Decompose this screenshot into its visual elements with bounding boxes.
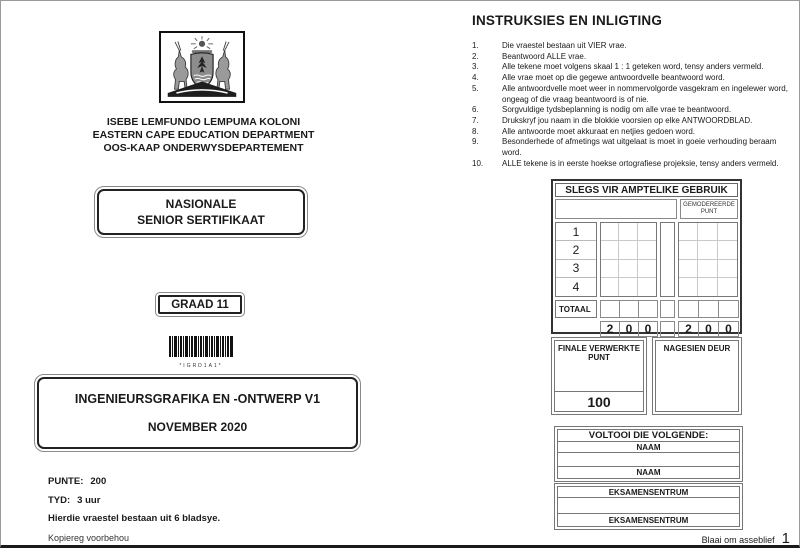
department-line-xhosa: ISEBE LEMFUNDO LEMPUMA KOLONI xyxy=(106,116,301,128)
department-name xyxy=(61,116,346,155)
barcode-icon xyxy=(169,336,233,357)
question-number: 4 xyxy=(572,279,580,294)
instruction-item: 9. Besonderhede of afmetings wat uitgelaat is moet in goeie verhouding beraam word. xyxy=(472,137,777,158)
marks-value: 200 xyxy=(90,476,107,487)
official-use-table xyxy=(551,179,742,334)
question-number-column xyxy=(555,222,597,297)
page-number: 1 xyxy=(781,530,790,547)
question-number: 2 xyxy=(556,241,596,259)
checked-by-box xyxy=(652,337,742,415)
max-mark-digit: 2 xyxy=(600,321,620,337)
total-label: TOTAAL xyxy=(555,300,597,318)
exam-centre-box xyxy=(554,483,743,530)
moderated-max-digit: 0 xyxy=(718,321,739,337)
max-mark-digit: 0 xyxy=(638,321,658,337)
paper-title: INGENIEURSGRAFIKA EN -ONTWERP V1 xyxy=(74,392,321,406)
centre-entry-area xyxy=(558,498,739,514)
marks-row xyxy=(48,473,348,492)
moderated-mark-label: GEMODEREERDE PUNT xyxy=(680,199,738,219)
marks-entry-blank-cell xyxy=(555,199,677,219)
separator-cell xyxy=(660,300,675,318)
final-mark-value: 100 xyxy=(555,391,643,411)
official-use-title: SLEGS VIR AMPTELIKE GEBRUIK xyxy=(555,183,738,197)
moderated-max-cells xyxy=(678,321,738,337)
instruction-item: 5. Alle antwoordvelle moet weer in nommervolgorde vasgekram en ingelewer word, ongeag of die vraag beantwoord is of nie. xyxy=(472,83,788,104)
max-marks-cells xyxy=(600,321,657,337)
separator-cell xyxy=(660,321,675,337)
complete-following-box xyxy=(554,426,743,482)
marks-label: PUNTE: xyxy=(48,476,84,487)
coat-of-arms-box xyxy=(159,31,245,103)
question-number: 3 xyxy=(556,260,596,278)
certificate-line1: NASIONALE xyxy=(165,197,237,211)
instructions-title: INSTRUKSIES EN INLIGTING xyxy=(472,13,663,28)
name-entry-area xyxy=(558,453,739,467)
grade-box xyxy=(155,292,245,317)
paper-date: NOVEMBER 2020 xyxy=(147,420,248,434)
checked-by-label: NAGESIEN DEUR xyxy=(663,344,731,353)
moderated-max-digit: 2 xyxy=(678,321,699,337)
name-label-top: NAAM xyxy=(558,442,739,453)
instruction-item: 4. Alle vrae moet op die gegewe antwoordvelle beantwoord word. xyxy=(472,73,725,83)
exam-info xyxy=(48,473,348,547)
final-mark-label: FINALE VERWERKTE PUNT xyxy=(557,344,641,362)
name-label-bottom: NAAM xyxy=(636,468,661,477)
instruction-item: 1. Die vraestel bestaan uit VIER vrae. xyxy=(472,41,627,50)
total-marks-cells xyxy=(600,300,657,318)
department-line-afrikaans: OOS-KAAP ONDERWYSDEPARTEMENT xyxy=(103,142,304,154)
page-footer xyxy=(702,531,790,546)
time-value: 3 uur xyxy=(77,494,101,506)
pages-note: Hierdie vraestel bestaan uit 6 bladsye. xyxy=(48,513,221,524)
total-moderated-cells xyxy=(678,300,738,318)
barcode xyxy=(164,336,238,369)
centre-label-top: EKSAMENSENTRUM xyxy=(558,487,739,498)
department-line-english: EASTERN CAPE EDUCATION DEPARTMENT xyxy=(92,129,315,141)
separator-column xyxy=(660,222,675,297)
grade-label: GRAAD 11 xyxy=(171,298,229,311)
final-mark-box xyxy=(551,337,647,415)
instruction-item: 3. Alle tekene moet volgens skaal 1 : 1 geteken word, tensy anders vermeld. xyxy=(472,62,764,72)
marks-grid xyxy=(600,222,657,297)
time-row xyxy=(48,492,348,511)
instruction-item: 8. Alle antwoorde moet akkuraat en netjies gedoen word. xyxy=(472,126,696,136)
instruction-item: 6. Sorgvuldige tydsbeplanning is nodig om alle vrae te beantwoord. xyxy=(472,105,732,115)
barcode-code: *IGRD1A1* xyxy=(179,363,223,369)
question-number: 1 xyxy=(556,223,596,241)
copyright-note: Kopiereg voorbehou xyxy=(48,532,130,543)
time-label: TYD: xyxy=(48,494,71,506)
instruction-item: 10. ALLE tekene is in eerste hoekse ortografiese projeksie, tensy anders vermeld. xyxy=(472,158,779,168)
moderated-marks-grid xyxy=(678,222,738,297)
instruction-item: 2. Beantwoord ALLE vrae. xyxy=(472,51,587,61)
instruction-item: 7. Drukskryf jou naam in die blokkie voorsien op elke ANTWOORDBLAD. xyxy=(472,115,753,125)
moderated-max-digit: 0 xyxy=(698,321,719,337)
turn-over-hint: Blaai om asseblief xyxy=(701,535,775,545)
complete-following-title: VOLTOOI DIE VOLGENDE: xyxy=(558,430,739,442)
certificate-box xyxy=(94,186,308,238)
eastern-cape-coat-of-arms-icon xyxy=(161,33,243,101)
max-mark-digit: 0 xyxy=(619,321,639,337)
instructions-list xyxy=(472,41,794,169)
certificate-line2: SENIOR SERTIFIKAAT xyxy=(137,213,265,227)
centre-label-bottom: EKSAMENSENTRUM xyxy=(608,515,689,525)
paper-title-box xyxy=(34,374,361,452)
